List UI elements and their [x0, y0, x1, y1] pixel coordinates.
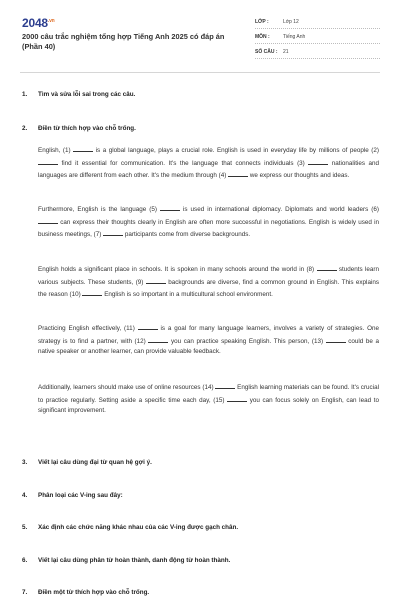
document-header — [0, 0, 400, 64]
question-4: 4. Phân loại các V-ing sau đây: — [22, 492, 123, 499]
passage-paragraph-4: Practicing English effectively, (11) is a goal for many language learners, involves a variety of strategies. One strategy is to find a partner, with (12) you can practice speaking English. This person, (13) could be a native speaker or another learner, can provide valuable feedback. — [38, 322, 379, 358]
question-2: 2. Điền từ thích hợp vào chỗ trống. — [22, 125, 136, 132]
blank-15[interactable] — [227, 394, 247, 402]
blank-7[interactable] — [103, 228, 123, 236]
passage-paragraph-5: Additionally, learners should make use of online resources (14) English learning materials can be found. It's crucial to practice regularly. Setting aside a specific time each day, (15) you can focus solely on English, can lead to significant improvement. — [38, 381, 379, 417]
passage-paragraph-1: English, (1) is a global language, plays a crucial role. English is used in everyday life by millions of people (2) find it essential for communication. It's the language that connects individuals (3) nationalities and languages are different from each other. It's the medium through (4) we express our thoughts and ideas. — [38, 144, 379, 182]
blank-2[interactable] — [38, 157, 58, 165]
passage-paragraph-2: Furthermore, English is the language (5) is used in international diplomacy. Diplomats and world leaders (6) can express their thoughts clearly in English are often more successful in negotiations. English is widely used in business meetings, (7) participants come from diverse backgrounds. — [38, 203, 379, 241]
blank-13[interactable] — [326, 335, 346, 343]
document-title: 2000 câu trắc nghiệm tổng hợp Tiếng Anh 2025 có đáp án (Phần 40) — [22, 32, 225, 51]
site-logo[interactable]: $2048^{.vn}$ — [22, 16, 55, 30]
question-6: 6. Viết lại câu dùng phân từ hoàn thành, danh động từ hoàn thành. — [22, 557, 231, 564]
document-meta — [255, 16, 380, 61]
header-divider — [20, 72, 380, 73]
question-5: 5. Xác định các chức năng khác nhau của các V-ing được gạch chân. — [22, 524, 239, 531]
question-3: 3. Viết lại câu dùng đại từ quan hệ gợi ý. — [22, 459, 152, 466]
blank-5[interactable] — [160, 203, 180, 211]
meta-grade: LỚP : Lớp 12 — [255, 16, 380, 29]
blank-11[interactable] — [138, 322, 158, 330]
blank-1[interactable] — [73, 144, 93, 152]
question-1: 1. Tìm và sửa lỗi sai trong các câu. — [22, 91, 136, 98]
meta-question-count: SỐ CÂU : 21 — [255, 46, 380, 59]
question-7: 7. Điền một từ thích hợp vào chỗ trống. — [22, 589, 150, 596]
blank-12[interactable] — [148, 335, 168, 343]
blank-6[interactable] — [38, 216, 58, 224]
blank-14[interactable] — [215, 381, 235, 389]
blank-4[interactable] — [228, 169, 248, 177]
passage-paragraph-3: English holds a significant place in schools. It is spoken in many schools around the world in (8) students learn various subjects. These students, (9) backgrounds are diverse, find a common ground in English. This explains the reason (10) English is so important in a multicultural school environment. — [38, 263, 379, 301]
blank-8[interactable] — [317, 263, 337, 271]
meta-subject: MÔN : Tiếng Anh — [255, 31, 380, 44]
blank-10[interactable] — [82, 288, 102, 296]
blank-3[interactable] — [308, 157, 328, 165]
blank-9[interactable] — [146, 276, 166, 284]
